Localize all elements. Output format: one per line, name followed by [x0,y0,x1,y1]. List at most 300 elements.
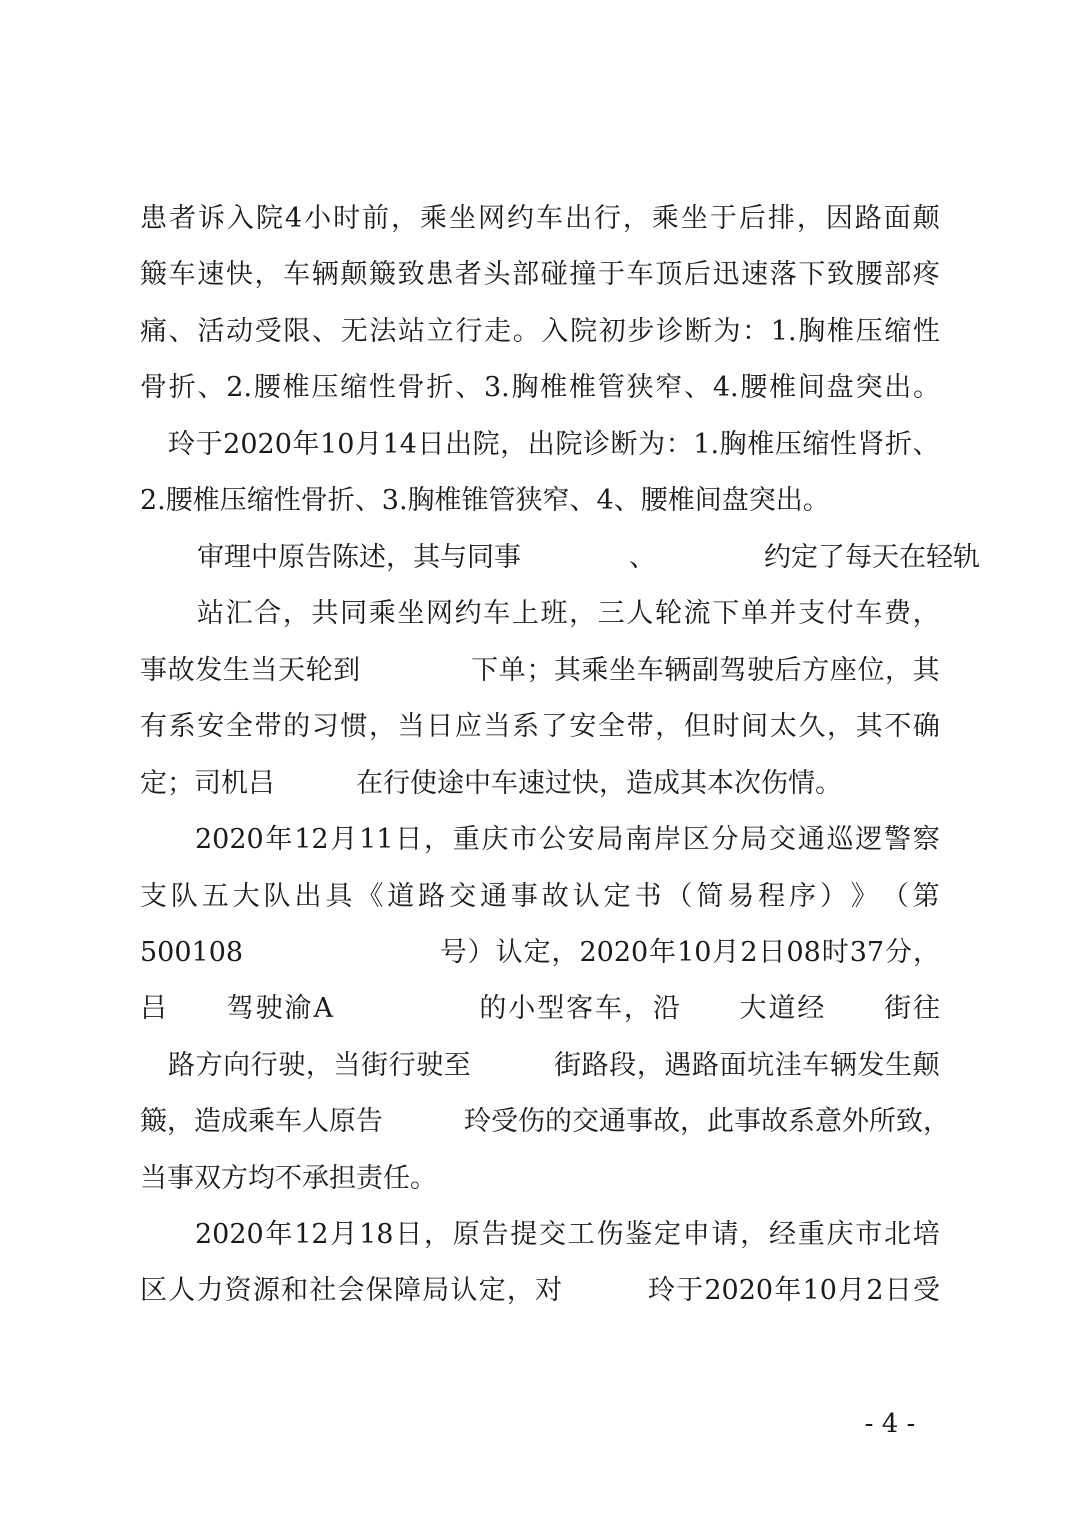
text-glyph: 出 [884,372,912,403]
text-glyph: 2 [740,937,758,968]
text-line [140,310,940,354]
text-glyph: ， [423,824,451,855]
text-glyph: 大 [232,881,260,912]
text-glyph: 1. [693,429,720,460]
text-glyph [682,987,709,1031]
text-glyph: 折 [885,429,913,460]
text-glyph: 年 [292,429,320,460]
text-glyph: 车 [855,598,883,629]
text-glyph: 颠 [912,203,940,234]
text-glyph: 行 [250,1050,278,1081]
text-glyph: 副 [691,655,719,686]
text-glyph: 南 [625,824,653,855]
text-glyph: 碰 [540,259,568,290]
text-glyph: 社 [309,1275,337,1306]
text-glyph: 车 [275,1106,302,1137]
text-glyph: 坐 [609,655,637,686]
text-glyph: 立 [426,316,454,347]
text-glyph: ， [500,429,528,460]
text-glyph: 简 [696,881,724,912]
text-glyph: ， [740,1219,768,1250]
text-glyph: 局 [596,824,624,855]
text-glyph: 支 [798,598,826,629]
text-glyph: 突 [855,372,883,403]
text-glyph: 性 [368,372,396,403]
text-glyph [416,649,443,693]
text-glyph: 交 [538,1219,566,1250]
text-glyph: 、 [197,372,225,403]
text-glyph [364,987,391,1031]
text-glyph: 成 [221,1106,248,1137]
text-glyph: 驾 [226,993,254,1024]
text-glyph: 定 [478,1275,506,1306]
text-glyph: 其 [413,542,440,573]
text-glyph: 号 [439,937,467,968]
text-glyph: 力 [196,1275,224,1306]
text-line [140,1100,950,1144]
text-glyph: 意 [815,1106,842,1137]
text-glyph: 时 [821,937,849,968]
text-glyph: 天 [872,542,899,573]
text-glyph: ， [305,1050,333,1081]
text-glyph: 其 [912,655,940,686]
text-glyph: 3. [483,372,510,403]
text-glyph: 培 [912,1219,940,1250]
text-glyph: 日 [426,711,454,742]
text-line [140,875,940,919]
text-glyph: 4. [712,372,739,403]
text-glyph: 椎 [747,429,775,460]
text-glyph: ， [796,203,824,234]
text-glyph: 此 [707,1106,734,1137]
text-line [168,423,940,467]
text-glyph: 于 [709,203,737,234]
text-glyph: 向 [223,1050,251,1081]
text-glyph: 受 [254,316,282,347]
text-glyph: 部 [884,259,912,290]
text-glyph [592,1269,619,1313]
text-glyph: 诊 [582,429,610,460]
text-glyph: 活 [197,316,225,347]
text-glyph: ， [923,1106,950,1137]
text-glyph: 天 [277,655,305,686]
text-glyph: 站 [398,316,426,347]
text-glyph: 小 [304,203,332,234]
text-glyph: 述 [359,542,386,573]
text-glyph: 的 [283,711,311,742]
text-glyph: 洼 [774,1050,802,1081]
text-line [195,1213,940,1257]
text-glyph [471,1044,498,1088]
text-glyph: 经 [768,1219,796,1250]
text-glyph: 告 [356,1106,383,1137]
text-glyph: 下 [798,259,826,290]
text-glyph: 汇 [225,598,253,629]
text-glyph: 故 [167,655,195,686]
text-glyph: 月 [330,824,358,855]
text-glyph [244,931,271,975]
text-glyph: 约 [764,542,791,573]
text-glyph: 颠 [912,1050,940,1081]
text-glyph: 当 [333,1050,361,1081]
text-glyph: 单 [740,598,768,629]
text-glyph: 站 [197,598,224,629]
text-glyph: 致 [827,259,854,290]
text-line [140,987,940,1031]
text-glyph: 驾 [719,655,747,686]
text-glyph: 疼 [912,259,940,290]
text-glyph: 初 [598,316,626,347]
text-glyph: 重 [452,824,480,855]
text-glyph: 日 [758,937,786,968]
text-glyph: 到 [333,655,361,686]
text-glyph: 后 [683,259,711,290]
text-glyph: 行 [593,203,621,234]
text-line [140,705,940,749]
text-glyph: 路 [168,1050,195,1081]
text-glyph: 告 [305,542,332,573]
text-glyph: 请 [711,1219,739,1250]
text-glyph: ， [551,937,579,968]
text-glyph: 致 [397,259,425,290]
text-glyph: 出 [294,881,322,912]
text-glyph: 前 [362,203,390,234]
text-glyph: 当 [250,655,278,686]
text-glyph: 车 [802,1050,830,1081]
text-glyph: 面 [883,203,911,234]
text-glyph: 10 [677,937,712,968]
text-glyph: 辆 [829,1050,857,1081]
text-glyph [388,649,415,693]
text-glyph: 法 [369,316,397,347]
text-glyph: 椎 [540,372,568,403]
text-glyph: 辆 [311,259,339,290]
text-glyph: 定 [791,542,818,573]
text-glyph: 事 [626,1106,653,1137]
text-glyph: 事 [734,1106,761,1137]
text-glyph: 申 [682,1219,710,1250]
text-glyph: 院 [555,429,583,460]
text-glyph: 椎 [769,372,797,403]
text-glyph: 当 [397,711,425,742]
text-glyph: 18 [359,1219,394,1250]
text-glyph: 街 [884,993,912,1024]
text-glyph: 局 [740,824,768,855]
text-glyph: 客 [566,993,594,1024]
text-glyph: 腰 [740,372,768,403]
text-glyph: 入 [541,316,569,347]
text-glyph: 4 [284,203,303,234]
text-glyph: 原 [452,1219,480,1250]
text-line: 当事双方均不承担责任。 [140,1163,437,1194]
text-glyph [335,987,362,1031]
text-glyph: 有 [140,711,167,742]
text-glyph [169,987,196,1031]
text-glyph: 网 [426,598,453,629]
text-glyph: 鉴 [625,1219,653,1250]
text-glyph: 遇 [664,1050,692,1081]
text-glyph: ） [467,937,495,968]
text-glyph: 生 [885,1050,913,1081]
text-glyph: 同 [340,598,368,629]
text-glyph: 工 [567,1219,595,1250]
text-glyph: ， [167,1106,194,1137]
text-glyph [444,649,471,693]
text-glyph: 大 [739,993,767,1024]
text-glyph: ， [282,598,310,629]
text-glyph: 局 [422,1275,450,1306]
text-glyph: 500108 [140,937,244,968]
text-glyph: 定 [653,1219,681,1250]
text-glyph [527,1044,554,1088]
text-line [140,931,940,975]
text-line [197,592,940,636]
text-glyph: 者 [168,203,196,234]
text-glyph: 11 [359,824,394,855]
text-glyph: A [313,993,333,1024]
text-glyph: 受 [912,1275,940,1306]
text-glyph: 每 [845,542,872,573]
text-glyph: 交 [768,824,796,855]
text-glyph: 乘 [420,203,448,234]
text-glyph: 了 [818,542,845,573]
text-glyph: 月 [712,937,740,968]
text-glyph: 压 [855,316,883,347]
text-glyph: 无 [340,316,368,347]
text-glyph: 乘 [651,203,679,234]
text-glyph [548,536,575,580]
text-glyph: 渝 [284,993,312,1024]
text-glyph: 速 [197,259,225,290]
text-glyph: 排 [767,203,795,234]
text-glyph: 2020 [223,429,292,460]
text-glyph: 玲 [464,1106,491,1137]
text-glyph: 日 [884,1275,912,1306]
text-glyph: 惯 [340,711,368,742]
text-glyph: 速 [741,259,769,290]
text-glyph: 庆 [826,1219,854,1250]
text-glyph: 车 [636,655,664,686]
text-glyph: 部 [512,259,540,290]
text-glyph: 外 [842,1106,869,1137]
text-glyph: 市 [510,824,538,855]
text-glyph [620,1269,647,1313]
text-glyph: （ [665,881,693,912]
text-glyph: 对 [535,1275,563,1306]
text-glyph: 队 [263,881,291,912]
text-glyph: 出 [527,429,555,460]
text-glyph: 书 [634,881,662,912]
text-glyph [383,1100,410,1144]
text-glyph [710,536,737,580]
text-glyph: 习 [311,711,339,742]
text-glyph [450,987,477,1031]
text-glyph: 北 [883,1219,911,1250]
text-glyph: 车 [535,203,563,234]
text-glyph: 、 [912,429,940,460]
text-glyph: 车 [483,598,511,629]
text-glyph: 顶 [655,259,683,290]
text-glyph: 区 [140,1275,167,1306]
text-glyph: 玲 [647,1275,675,1306]
text-glyph: 于 [598,259,625,290]
text-glyph: 故 [541,881,569,912]
text-glyph: ； [526,655,554,686]
text-glyph: 付 [826,598,854,629]
text-glyph: 提 [510,1219,538,1250]
text-glyph: 定 [523,937,551,968]
text-glyph: 并 [769,598,797,629]
text-glyph: 费 [884,598,911,629]
text-glyph: 》 [850,881,878,912]
text-glyph: 区 [682,824,710,855]
text-glyph: 2. [226,372,253,403]
text-glyph: 簸 [369,259,396,290]
text-glyph: 于 [676,1275,704,1306]
text-glyph: 辆 [664,655,692,686]
text-glyph [198,987,225,1031]
text-glyph: 乘 [248,1106,275,1137]
text-glyph: 但 [683,711,711,742]
text-glyph: 街 [361,1050,389,1081]
text-glyph: ， [623,993,651,1024]
text-glyph: 序 [789,881,817,912]
text-glyph [737,536,764,580]
text-line [168,1044,940,1088]
text-glyph: ， [423,1219,451,1250]
text-glyph: 院 [570,316,598,347]
text-glyph: 安 [197,711,225,742]
text-glyph: 出 [445,429,473,460]
text-glyph: 伤 [596,1219,624,1250]
text-glyph: 窄 [655,372,683,403]
text-glyph: 压 [311,372,339,403]
text-glyph: 2 [866,1275,884,1306]
text-glyph: 事 [510,881,538,912]
text-glyph: 流 [683,598,711,629]
text-glyph: 岸 [653,824,681,855]
text-glyph: 车 [626,259,654,290]
text-glyph: 、 [455,372,483,403]
text-glyph: 簸 [140,1106,167,1137]
text-glyph: 10 [802,1275,837,1306]
text-glyph: ， [912,937,940,968]
text-glyph: 认 [572,881,600,912]
text-glyph: 不 [884,711,912,742]
text-glyph: 久 [798,711,826,742]
text-glyph: 应 [454,711,482,742]
text-glyph: 轮 [655,598,682,629]
text-glyph: ： [742,316,770,347]
text-glyph: 月 [330,1219,358,1250]
text-line [140,197,940,241]
text-glyph: 患 [426,259,454,290]
text-glyph: 认 [450,1275,478,1306]
text-glyph: 步 [627,316,655,347]
text-glyph: 压 [774,429,802,460]
text-glyph: 出 [564,203,592,234]
text-glyph: ， [569,598,597,629]
text-glyph: ， [369,711,396,742]
text-glyph: 、 [312,316,340,347]
text-glyph: 方 [195,1050,223,1081]
text-glyph: 道 [387,881,415,912]
text-glyph: 。 [512,316,540,347]
text-glyph: ， [912,598,940,629]
text-glyph: 驶 [747,655,775,686]
text-glyph: 年 [774,1275,802,1306]
text-glyph: 庆 [481,824,509,855]
text-glyph: 12 [294,824,329,855]
text-glyph: 路 [854,203,882,234]
text-glyph [272,931,299,975]
text-glyph: 程 [758,881,786,912]
text-glyph: 乘 [368,598,396,629]
text-glyph: 合 [254,598,282,629]
text-glyph: 人 [302,1106,329,1137]
text-glyph: 骨 [140,372,167,403]
text-glyph: ， [885,655,913,686]
text-glyph [410,1100,437,1144]
text-glyph: 陈 [332,542,359,573]
text-glyph: 理 [224,542,251,573]
text-glyph: 断 [610,429,638,460]
text-glyph: 坐 [397,598,425,629]
text-glyph: 源 [252,1275,280,1306]
text-line [195,818,940,862]
text-glyph [499,1044,526,1088]
text-glyph: 通 [479,881,507,912]
text-glyph: 、 [168,316,196,347]
text-glyph: 下 [712,598,740,629]
text-glyph: 三 [597,598,625,629]
text-glyph: 腰 [253,372,281,403]
text-glyph: 胸 [798,316,826,347]
text-glyph: 安 [567,824,595,855]
text-glyph [711,987,738,1031]
text-glyph: 迅 [712,259,740,290]
text-glyph: 约 [454,598,482,629]
text-glyph: 08 [786,937,821,968]
text-glyph: 缩 [802,429,830,460]
text-glyph: 带 [626,711,654,742]
text-glyph: ： [665,429,693,460]
text-glyph: 路 [691,1050,719,1081]
text-glyph: 院 [255,203,283,234]
text-glyph: 入 [226,203,254,234]
text-glyph: 事 [140,655,167,686]
text-glyph: 定 [603,881,631,912]
text-glyph: 其 [553,655,581,686]
text-glyph: 为 [638,429,666,460]
text-glyph: 与 [440,542,467,573]
text-glyph: 分 [885,937,913,968]
text-glyph: 发 [857,1050,885,1081]
text-glyph: 诉 [197,203,225,234]
text-glyph [356,931,383,975]
text-glyph: 乘 [581,655,609,686]
text-glyph: 管 [597,372,625,403]
text-glyph: 患 [140,203,167,234]
text-line: 定；司机吕 在行使途中车速过快，造成其本次伤情。 [140,768,842,799]
text-glyph: 断 [684,316,712,347]
text-glyph: 支 [140,881,167,912]
text-glyph: 段 [609,1050,637,1081]
text-glyph: 2020 [195,1219,264,1250]
text-glyph: 受 [491,1106,518,1137]
text-glyph: 约 [506,203,534,234]
text-glyph: 交 [449,881,477,912]
